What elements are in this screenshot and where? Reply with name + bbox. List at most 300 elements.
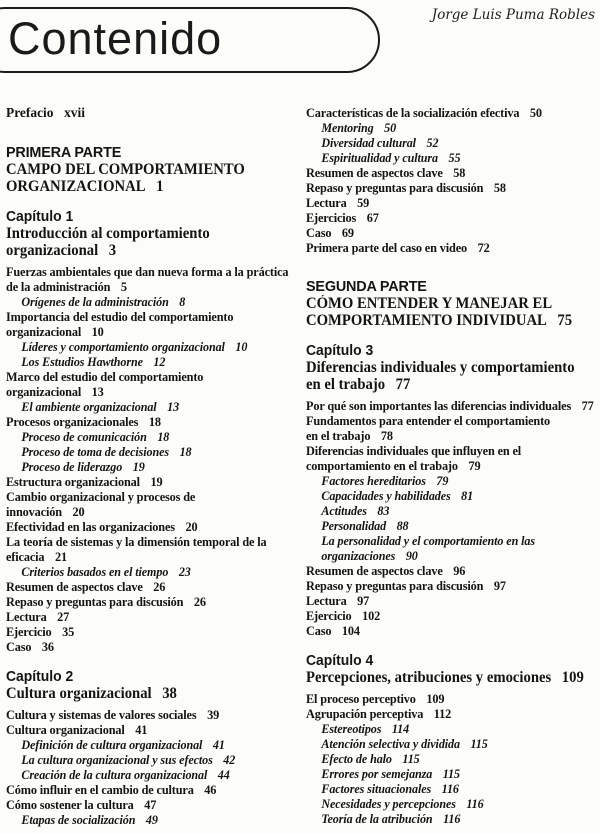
toc-item-text: Estructura organizacional xyxy=(6,475,140,489)
toc-item-line xyxy=(6,669,292,685)
toc-entry xyxy=(306,444,588,474)
toc-entry xyxy=(6,475,292,490)
toc-sub xyxy=(306,722,588,737)
page-number: 90 xyxy=(405,549,418,563)
toc-item-line xyxy=(6,505,292,520)
toc-item-line xyxy=(6,370,292,385)
toc-item-text: Caso xyxy=(306,226,332,240)
toc-item-text: Capítulo 2 xyxy=(6,669,74,685)
page-number: 69 xyxy=(341,226,354,240)
toc-item-line xyxy=(6,640,292,655)
toc-item-text: Resumen de aspectos clave xyxy=(306,564,443,578)
toc-entry xyxy=(306,624,588,639)
toc-item-line xyxy=(306,196,588,211)
toc-item-line xyxy=(6,325,292,340)
toc-item-text: organizaciones xyxy=(321,549,396,563)
toc-entry xyxy=(6,595,292,610)
toc-entry xyxy=(306,399,594,414)
toc-item-text: Cómo sostener la cultura xyxy=(6,798,134,812)
toc-front xyxy=(6,106,292,122)
toc-part-label xyxy=(306,278,588,295)
toc-item-line xyxy=(321,121,588,136)
toc-item-line xyxy=(321,767,588,782)
toc-item-text: PRIMERA PARTE xyxy=(6,144,122,161)
toc-item-line xyxy=(306,376,588,393)
toc-item-text: Diversidad cultural xyxy=(321,136,416,150)
toc-item-line xyxy=(321,504,588,519)
toc-entry xyxy=(6,580,292,595)
toc-item-text: Capítulo 4 xyxy=(306,653,374,669)
toc-item-text: Resumen de aspectos clave xyxy=(6,580,143,594)
toc-item-text: Creación de la cultura organizacional xyxy=(21,768,208,782)
page-number: 77 xyxy=(581,399,594,413)
page-number: 12 xyxy=(153,355,166,369)
page-number: 38 xyxy=(162,685,177,702)
toc-chapter-label xyxy=(6,669,292,685)
toc-item-text: Criterios basados en el tiempo xyxy=(21,565,169,579)
toc-item-line xyxy=(306,278,588,295)
toc-item-line xyxy=(6,535,292,550)
page-number: 116 xyxy=(443,812,461,826)
toc-item-text: de la administración xyxy=(6,280,111,294)
toc-item-text: Factores hereditarios xyxy=(321,474,426,488)
toc-item-text: Cultura organizacional xyxy=(6,685,152,702)
page-number: 77 xyxy=(395,376,411,393)
page-number: 115 xyxy=(402,752,420,766)
toc-item-text: organizacional xyxy=(6,325,82,339)
toc-item-line xyxy=(306,579,588,594)
toc-entry xyxy=(306,211,588,226)
toc-item-line xyxy=(6,415,292,430)
toc-item-text: Caso xyxy=(6,640,32,654)
page-number: 10 xyxy=(91,325,104,339)
page-number: 46 xyxy=(204,783,217,797)
toc-item-text: en el trabajo xyxy=(306,376,386,393)
toc-chapter-title xyxy=(6,225,292,259)
toc-item-text: Efectividad en las organizaciones xyxy=(6,520,175,534)
page-number: 39 xyxy=(207,708,220,722)
toc-item-text: Percepciones, atribuciones y emociones xyxy=(306,669,552,686)
page-number: 97 xyxy=(493,579,506,593)
toc-entry xyxy=(306,106,588,121)
toc-entry xyxy=(6,610,292,625)
toc-entry xyxy=(306,579,588,594)
page-number: 67 xyxy=(366,211,379,225)
toc-item-text: Teoría de la atribución xyxy=(321,812,433,826)
page-number: 75 xyxy=(557,312,573,329)
toc-item-text: en el trabajo xyxy=(306,429,371,443)
toc-part-title xyxy=(306,295,588,329)
toc-entry xyxy=(6,625,292,640)
toc-item-text: Caso xyxy=(306,624,332,638)
toc-item-text: La teoría de sistemas y la dimensión temporal de la xyxy=(6,535,267,549)
author-name: Jorge Luis Puma Robles xyxy=(431,7,595,23)
toc-sub xyxy=(6,445,292,460)
toc-item-line xyxy=(6,610,292,625)
page-number: 13 xyxy=(167,400,180,414)
toc-item-line xyxy=(306,669,588,686)
toc-item-text: El ambiente organizacional xyxy=(21,400,157,414)
toc-item-line xyxy=(6,520,292,535)
contents-title-box xyxy=(0,7,380,73)
toc-item-line xyxy=(306,692,588,707)
toc-entry xyxy=(306,692,588,707)
toc-item-line xyxy=(321,519,588,534)
page-number: 47 xyxy=(144,798,157,812)
toc-right-column xyxy=(306,106,600,827)
toc-item-line xyxy=(321,722,588,737)
toc-item-line xyxy=(306,241,588,256)
toc-sub xyxy=(306,121,588,136)
page-number: 26 xyxy=(153,580,166,594)
toc-sub xyxy=(306,151,588,166)
toc-sub xyxy=(306,474,588,489)
toc-item-line xyxy=(306,414,588,429)
page-number: 36 xyxy=(41,640,54,654)
page-number: 19 xyxy=(150,475,163,489)
toc-sub xyxy=(6,813,292,828)
page-number: 42 xyxy=(223,753,236,767)
toc-sub xyxy=(6,753,292,768)
page-number: 83 xyxy=(377,504,390,518)
page-number: 55 xyxy=(448,151,461,165)
toc-sub xyxy=(6,738,292,753)
toc-entry xyxy=(6,535,292,565)
toc-item-text: organizacional xyxy=(6,385,82,399)
toc-entry xyxy=(6,265,292,295)
page-number: 79 xyxy=(468,459,481,473)
toc-item-line xyxy=(6,798,292,813)
toc-item-line xyxy=(321,812,588,827)
page-number: 59 xyxy=(357,196,370,210)
toc-part-label xyxy=(6,144,292,161)
toc-item-line xyxy=(321,136,588,151)
toc-item-text: Agrupación perceptiva xyxy=(306,707,424,721)
page-number: 102 xyxy=(362,609,381,623)
toc-item-line xyxy=(321,752,588,767)
toc-item-text: Marco del estudio del comportamiento xyxy=(6,370,204,384)
toc-item-line xyxy=(306,624,588,639)
toc-item-text: Orígenes de la administración xyxy=(21,295,169,309)
toc-sub xyxy=(6,430,292,445)
toc-item-text: Mentoring xyxy=(321,121,374,135)
page-number: 81 xyxy=(461,489,474,503)
toc-item-line xyxy=(306,707,588,722)
page-number: 21 xyxy=(54,550,67,564)
toc-item-text: Lectura xyxy=(6,610,47,624)
toc-item-line xyxy=(321,474,588,489)
toc-item-line xyxy=(21,460,292,475)
toc-item-text: Capítulo 3 xyxy=(306,343,374,359)
page-number: 5 xyxy=(120,280,127,294)
toc-chapter-title xyxy=(306,669,588,686)
toc-item-line xyxy=(321,797,588,812)
toc-item-text: comportamiento en el trabajo xyxy=(306,459,458,473)
toc-item-line xyxy=(321,549,588,564)
toc-item-line xyxy=(321,151,588,166)
toc-entry xyxy=(306,564,588,579)
toc-item-line xyxy=(21,355,292,370)
toc-item-line xyxy=(306,359,588,376)
toc-item-text: Importancia del estudio del comportamiento xyxy=(6,310,234,324)
toc-item-text: Repaso y preguntas para discusión xyxy=(306,579,484,593)
toc-item-line xyxy=(21,738,292,753)
toc-item-line xyxy=(6,385,292,400)
toc-sub xyxy=(6,565,292,580)
toc-item-line xyxy=(6,144,292,161)
toc-item-text: Personalidad xyxy=(321,519,387,533)
page-number: 18 xyxy=(157,430,170,444)
toc-item-text: Cultura organizacional xyxy=(6,723,125,737)
page-number: 115 xyxy=(470,737,488,751)
page-number: 115 xyxy=(442,767,460,781)
toc-item-text: Ejercicios xyxy=(306,211,357,225)
toc-item-text: Efecto de halo xyxy=(321,752,392,766)
toc-sub xyxy=(6,768,292,783)
page-number: 112 xyxy=(433,707,452,721)
page-number: 72 xyxy=(477,241,490,255)
toc-sub xyxy=(6,400,292,415)
page-title: Contenido xyxy=(8,13,223,64)
toc-item-text: Errores por semejanza xyxy=(321,767,433,781)
toc-item-line xyxy=(306,609,588,624)
page-number: 44 xyxy=(217,768,230,782)
toc-item-line xyxy=(6,225,292,242)
toc-item-line xyxy=(21,445,292,460)
toc-entry xyxy=(306,241,588,256)
toc-item-text: Fundamentos para entender el comportamiento xyxy=(306,414,551,428)
page-number: 41 xyxy=(135,723,148,737)
toc-item-line xyxy=(6,783,292,798)
toc-item-line xyxy=(306,312,588,329)
page-number: 104 xyxy=(341,624,360,638)
page-number: 58 xyxy=(453,166,466,180)
toc-item-line xyxy=(321,489,588,504)
toc-item-line xyxy=(6,161,292,178)
toc-item-text: Primera parte del caso en video xyxy=(306,241,468,255)
toc-sub xyxy=(6,295,292,310)
page-number: 96 xyxy=(453,564,466,578)
toc-entry xyxy=(306,196,588,211)
toc-item-text: Proceso de comunicación xyxy=(21,430,147,444)
toc-item-line xyxy=(6,595,292,610)
toc-item-text: Ejercicio xyxy=(306,609,352,623)
toc-item-line xyxy=(306,211,588,226)
page-number: 97 xyxy=(357,594,370,608)
page-number: 35 xyxy=(62,625,75,639)
toc-entry xyxy=(6,310,292,340)
page-number: 116 xyxy=(441,782,459,796)
toc-entry xyxy=(306,414,588,444)
toc-item-text: Etapas de socialización xyxy=(21,813,136,827)
toc-item-text: CAMPO DEL COMPORTAMIENTO xyxy=(6,161,245,178)
page-number: 10 xyxy=(235,340,248,354)
toc-item-line xyxy=(6,209,292,225)
toc-sub xyxy=(306,489,588,504)
toc-item-text: innovación xyxy=(6,505,62,519)
toc-item-text: Diferencias individuales que influyen en el xyxy=(306,444,522,458)
toc-item-text: Repaso y preguntas para discusión xyxy=(306,181,484,195)
toc-item-text: El proceso perceptivo xyxy=(306,692,416,706)
toc-entry xyxy=(306,594,588,609)
toc-entry xyxy=(6,798,292,813)
toc-item-text: Lectura xyxy=(306,594,347,608)
toc-item-line xyxy=(6,106,292,122)
toc-item-text: Prefacio xyxy=(6,106,54,121)
toc-entry xyxy=(6,415,292,430)
page-number: 109 xyxy=(561,669,584,686)
toc-item-line xyxy=(321,534,588,549)
toc-entry xyxy=(6,490,292,520)
toc-item-text: ORGANIZACIONAL xyxy=(6,178,146,195)
page-number: 18 xyxy=(148,415,161,429)
page-number: 18 xyxy=(179,445,192,459)
page-number: 88 xyxy=(396,519,409,533)
toc-entry xyxy=(306,609,588,624)
toc-item-text: Ejercicio xyxy=(6,625,52,639)
toc-item-text: Cambio organizacional y procesos de xyxy=(6,490,196,504)
page-number: 20 xyxy=(72,505,85,519)
toc-item-line xyxy=(306,564,588,579)
toc-chapter-label xyxy=(306,653,588,669)
page-number: 79 xyxy=(436,474,449,488)
page-number: 19 xyxy=(132,460,145,474)
toc-item-line xyxy=(6,265,292,280)
toc-item-line xyxy=(306,226,588,241)
toc-item-text: Factores situacionales xyxy=(321,782,432,796)
toc-left-column xyxy=(6,106,304,828)
toc-item-line xyxy=(306,343,588,359)
toc-item-line xyxy=(306,653,588,669)
toc-item-line xyxy=(306,594,588,609)
toc-item-line xyxy=(306,295,588,312)
page-number: 20 xyxy=(185,520,198,534)
toc-sub xyxy=(306,136,588,151)
toc-item-text: Lectura xyxy=(306,196,347,210)
toc-sub xyxy=(6,460,292,475)
toc-item-line xyxy=(21,768,292,783)
page-number: xvii xyxy=(64,106,85,121)
toc-item-line xyxy=(6,242,292,259)
page-number: 49 xyxy=(145,813,158,827)
page-number: 8 xyxy=(179,295,186,309)
toc-item-text: organizacional xyxy=(6,242,99,259)
toc-item-text: Cómo influir en el cambio de cultura xyxy=(6,783,194,797)
toc-item-text: Capítulo 1 xyxy=(6,209,74,225)
toc-item-line xyxy=(306,106,588,121)
toc-item-text: Espiritualidad y cultura xyxy=(321,151,438,165)
toc-item-text: La personalidad y el comportamiento en las xyxy=(321,534,535,548)
toc-item-text: Por qué son importantes las diferencias individuales xyxy=(306,399,572,413)
toc-item-line xyxy=(306,181,588,196)
toc-item-text: Estereotipos xyxy=(321,722,382,736)
toc-sub xyxy=(306,767,588,782)
toc-item-line xyxy=(21,430,292,445)
toc-item-line xyxy=(6,723,292,738)
toc-chapter-label xyxy=(6,209,292,225)
page-number: 27 xyxy=(57,610,70,624)
toc-item-line xyxy=(6,685,292,702)
toc-chapter-title xyxy=(306,359,588,393)
toc-item-text: Líderes y comportamiento organizacional xyxy=(21,340,225,354)
toc-item-line xyxy=(6,178,292,195)
toc-entry xyxy=(306,166,588,181)
toc-item-line xyxy=(306,459,588,474)
toc-entry xyxy=(306,707,588,722)
toc-item-text: Actitudes xyxy=(321,504,367,518)
page-number: 3 xyxy=(108,242,117,259)
page-number: 50 xyxy=(384,121,397,135)
page-number: 50 xyxy=(529,106,542,120)
toc-entry xyxy=(6,723,292,738)
toc-item-line xyxy=(6,280,292,295)
toc-part-title xyxy=(6,161,292,195)
toc-chapter-title xyxy=(6,685,292,702)
toc-chapter-label xyxy=(306,343,588,359)
toc-item-line xyxy=(306,429,588,444)
toc-item-text: CÓMO ENTENDER Y MANEJAR EL xyxy=(306,295,553,312)
toc-entry xyxy=(306,226,588,241)
toc-item-text: Atención selectiva y dividida xyxy=(321,737,460,751)
page-number: 116 xyxy=(466,797,484,811)
toc-item-text: Necesidades y percepciones xyxy=(321,797,456,811)
toc-item-line xyxy=(306,444,588,459)
page-number: 26 xyxy=(193,595,206,609)
toc-item-text: Cultura y sistemas de valores sociales xyxy=(6,708,197,722)
toc-item-text: La cultura organizacional y sus efectos xyxy=(21,753,213,767)
toc-item-text: Introducción al comportamiento xyxy=(6,225,210,242)
toc-sub xyxy=(306,752,588,767)
toc-item-text: Repaso y preguntas para discusión xyxy=(6,595,184,609)
toc-item-text: Capacidades y habilidades xyxy=(321,489,451,503)
toc-entry xyxy=(6,708,292,723)
page-number: 41 xyxy=(212,738,225,752)
page-number: 58 xyxy=(493,181,506,195)
toc-sub xyxy=(6,355,292,370)
toc-item-text: Proceso de toma de decisiones xyxy=(21,445,170,459)
toc-sub xyxy=(306,534,588,564)
page-number: 1 xyxy=(156,178,164,195)
toc-item-text: Características de la socialización efectiva xyxy=(306,106,520,120)
page-number: 23 xyxy=(178,565,191,579)
toc-item-line xyxy=(21,565,292,580)
toc-sub xyxy=(306,519,588,534)
toc-item-text: Procesos organizacionales xyxy=(6,415,139,429)
toc-entry xyxy=(6,370,292,400)
toc-sub xyxy=(306,737,588,752)
toc-item-line xyxy=(6,625,292,640)
toc-item-line xyxy=(21,813,292,828)
toc-entry xyxy=(6,520,292,535)
toc-item-text: COMPORTAMIENTO INDIVIDUAL xyxy=(306,312,547,329)
toc-item-text: Los Estudios Hawthorne xyxy=(21,355,143,369)
toc-item-line xyxy=(21,400,292,415)
toc-item-text: Proceso de liderazgo xyxy=(21,460,123,474)
toc-item-line xyxy=(21,295,292,310)
toc-item-text: Definición de cultura organizacional xyxy=(21,738,203,752)
page-number: 114 xyxy=(391,722,410,736)
page-number: 13 xyxy=(91,385,104,399)
toc-sub xyxy=(306,782,588,797)
page-number: 78 xyxy=(380,429,393,443)
toc-item-line xyxy=(6,310,292,325)
toc-item-text: Resumen de aspectos clave xyxy=(306,166,443,180)
toc-item-line xyxy=(21,340,292,355)
toc-item-text: Fuerzas ambientales que dan nueva forma a la práctica xyxy=(6,265,289,279)
toc-item-line xyxy=(6,580,292,595)
toc-item-line xyxy=(6,708,292,723)
toc-item-line xyxy=(6,475,292,490)
